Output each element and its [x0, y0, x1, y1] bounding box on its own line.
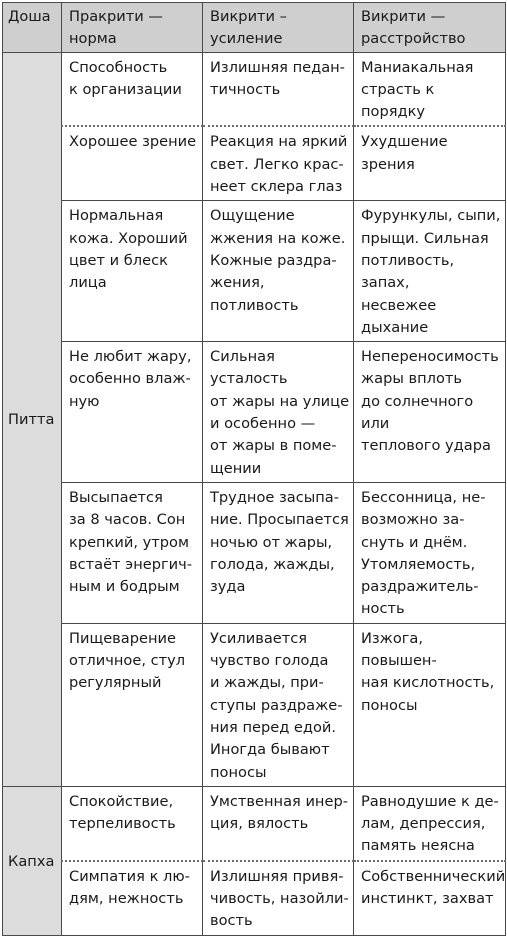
table-cell: Нормальная кожа. Хороший цвет и блеск лица [62, 201, 203, 342]
header-dosha: Доша [3, 3, 62, 53]
header-vikriti-increase: Викрити – усиление [203, 3, 354, 53]
table-row [3, 623, 506, 786]
table-cell: Излишняя педан- тичность [203, 52, 354, 126]
table-row [3, 201, 506, 342]
table-cell: Симпатия к лю- дям, нежность [62, 861, 203, 935]
table-cell: Высыпается за 8 часов. Сон крепкий, утром встаёт энергич- ным и бодрым [62, 482, 203, 623]
table-cell: Маниакальная страсть к порядку [354, 52, 506, 126]
table-cell: Трудное засыпа- ние. Просыпается ночью от жары, голода, жажды, зуда [203, 482, 354, 623]
table-cell: Излишняя привя- чивость, назойли- вость [203, 861, 354, 935]
table-cell: Спокойствие, терпеливость [62, 786, 203, 860]
table-cell: Умственная инер- ция, вялость [203, 786, 354, 860]
table-cell: Пищеварение отличное, стул регулярный [62, 623, 203, 786]
header-row [3, 3, 506, 53]
table-cell: Изжога, повышен- ная кислотность, поносы [354, 623, 506, 786]
table-cell: Усиливается чувство голода и жажды, при- ступы раздраже- ния перед едой. Иногда бывают поносы [203, 623, 354, 786]
table-row [3, 342, 506, 483]
table-cell: Ощущение жжения на коже. Кожные раздра- жения, потливость [203, 201, 354, 342]
table-cell: Сильная усталость от жары на улице и особенно — от жары в поме- щении [203, 342, 354, 483]
dosha-cell-pitta: Питта [3, 52, 62, 786]
table-row [3, 52, 506, 126]
header-vikriti-disorder: Викрити — расстройство [354, 3, 506, 53]
table-cell: Способность к организации [62, 52, 203, 126]
table-cell: Не любит жару, особенно влаж- ную [62, 342, 203, 483]
dosha-cell-kapha: Капха [3, 786, 62, 935]
dosha-comparison-table [2, 2, 506, 936]
table-cell: Равнодушие к де- лам, депрессия, память неясна [354, 786, 506, 860]
table-cell: Собственнический инстинкт, захват [354, 861, 506, 935]
table-cell: Хорошее зрение [62, 126, 203, 200]
table-cell: Реакция на яркий свет. Легко крас- неет склера глаз [203, 126, 354, 200]
table-row [3, 861, 506, 935]
table-cell: Бессонница, не- возможно за- снуть и днём. Утомляемость, раздражитель- ность [354, 482, 506, 623]
table-cell: Фурункулы, сыпи, прыщи. Сильная потливость, запах, несвежее дыхание [354, 201, 506, 342]
header-prakriti-norm: Пракрити — норма [62, 3, 203, 53]
table-row [3, 482, 506, 623]
table-cell: Непереносимость жары вплоть до солнечного или теплового удара [354, 342, 506, 483]
table-row [3, 126, 506, 200]
table-row [3, 786, 506, 860]
table-cell: Ухудшение зрения [354, 126, 506, 200]
